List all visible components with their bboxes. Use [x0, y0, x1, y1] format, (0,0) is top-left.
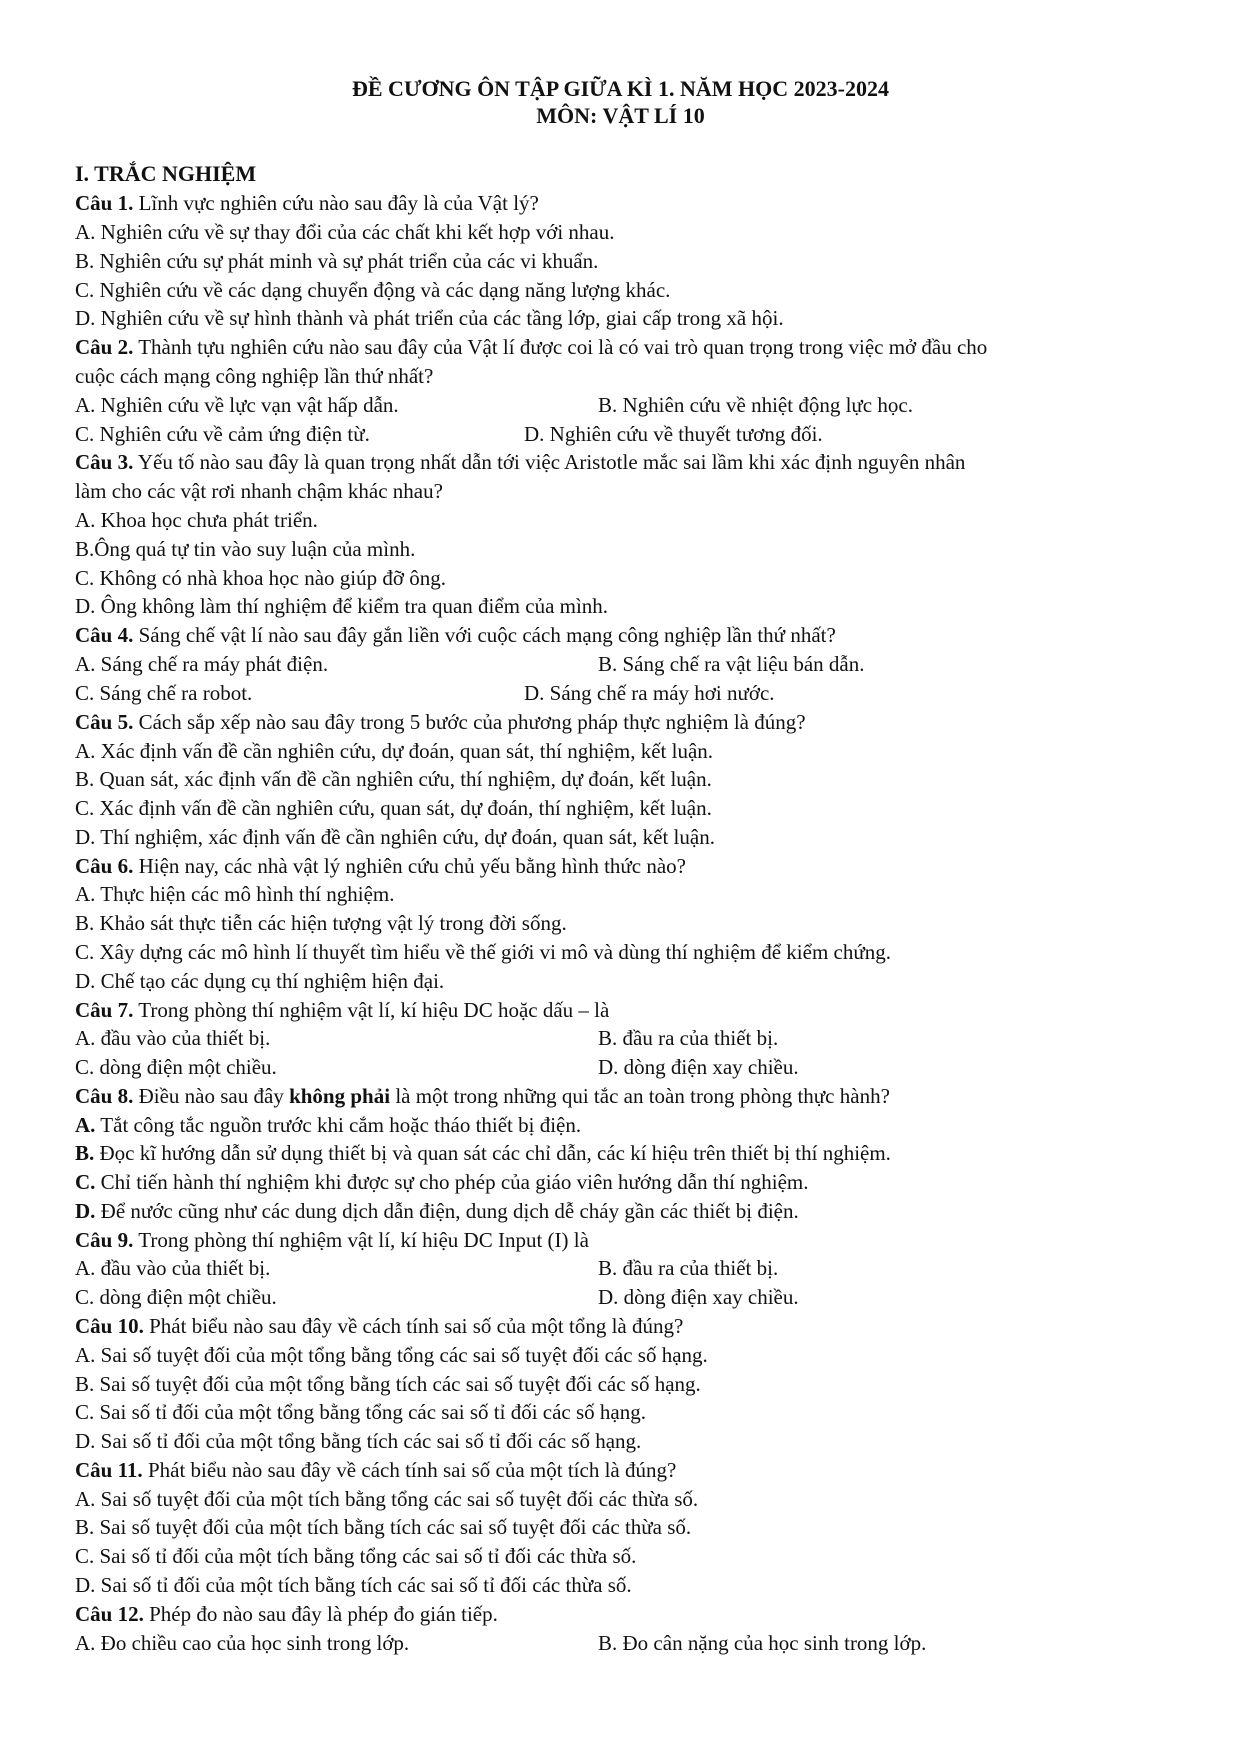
- question-text: Yếu tố nào sau đây là quan trọng nhất dẫn tới việc Aristotle mắc sai lầm khi xác định nguyên nhân: [133, 450, 966, 474]
- question-2-continued: cuộc cách mạng công nghiệp lần thứ nhất?: [75, 364, 434, 388]
- q6-option-b: B. Khảo sát thực tiễn các hiện tượng vật lý trong đời sống.: [75, 911, 567, 935]
- question-3: [75, 448, 1165, 476]
- question-6: [75, 852, 1165, 880]
- question-label: Câu 12.: [75, 1602, 144, 1626]
- q12-option-b: B. Đo cân nặng của học sinh trong lớp.: [598, 1631, 927, 1655]
- question-label: Câu 1.: [75, 191, 134, 215]
- q9-option-d: D. dòng điện xay chiều.: [598, 1285, 799, 1309]
- question-5: [75, 708, 1165, 736]
- question-text: Phát biểu nào sau đây về cách tính sai số của một tổng là đúng?: [143, 1314, 684, 1338]
- q1-option-d: D. Nghiên cứu về sự hình thành và phát triển của các tầng lớp, giai cấp trong xã hội.: [75, 306, 784, 330]
- q8-option-b: [75, 1139, 1165, 1167]
- q2-option-d: D. Nghiên cứu về thuyết tương đối.: [524, 422, 823, 446]
- q5-option-a: A. Xác định vấn đề cần nghiên cứu, dự đoán, quan sát, thí nghiệm, kết luận.: [75, 739, 714, 763]
- q5-option-d: D. Thí nghiệm, xác định vấn đề cần nghiên cứu, dự đoán, quan sát, kết luận.: [75, 825, 715, 849]
- q8-option-a: [75, 1111, 1165, 1139]
- q10-option-d: D. Sai số tỉ đối của một tổng bằng tích các sai số tỉ đối các số hạng.: [75, 1429, 642, 1453]
- question-text: Hiện nay, các nhà vật lý nghiên cứu chủ yếu bằng hình thức nào?: [133, 854, 686, 878]
- q7-option-a: A. đầu vào của thiết bị.: [75, 1026, 271, 1050]
- q4-option-d: D. Sáng chế ra máy hơi nước.: [524, 681, 775, 705]
- option-label: C.: [75, 1170, 96, 1194]
- q10-option-c: C. Sai số tỉ đối của một tổng bằng tổng các sai số tỉ đối các số hạng.: [75, 1400, 646, 1424]
- question-10: [75, 1312, 1165, 1340]
- section-heading: I. TRẮC NGHIỆM: [75, 161, 257, 186]
- q12-option-a: A. Đo chiều cao của học sinh trong lớp.: [75, 1631, 410, 1655]
- question-text: Phát biểu nào sau đây về cách tính sai số của một tích là đúng?: [142, 1458, 677, 1482]
- question-text: Trong phòng thí nghiệm vật lí, kí hiệu DC Input (I) là: [133, 1228, 589, 1252]
- option-text: Tắt công tắc nguồn trước khi cắm hoặc tháo thiết bị điện.: [95, 1113, 582, 1137]
- q3-option-b: B.Ông quá tự tin vào suy luận của mình.: [75, 537, 416, 561]
- q8-option-d: [75, 1197, 1165, 1225]
- q1-option-a: A. Nghiên cứu về sự thay đổi của các chất khi kết hợp với nhau.: [75, 220, 615, 244]
- question-label: Câu 10.: [75, 1314, 144, 1338]
- q2-option-a: A. Nghiên cứu về lực vạn vật hấp dẫn.: [75, 393, 399, 417]
- question-text: Lĩnh vực nghiên cứu nào sau đây là của Vật lý?: [133, 191, 539, 215]
- option-label: B.: [75, 1141, 95, 1165]
- option-label: D.: [75, 1199, 96, 1223]
- q5-option-b: B. Quan sát, xác định vấn đề cần nghiên cứu, thí nghiệm, dự đoán, kết luận.: [75, 767, 712, 791]
- q4-option-c: C. Sáng chế ra robot.: [75, 681, 253, 705]
- question-text-emphasis: không phải: [289, 1084, 391, 1108]
- question-label: Câu 7.: [75, 998, 134, 1022]
- q11-option-d: D. Sai số tỉ đối của một tích bằng tích các sai số tỉ đối các thừa số.: [75, 1573, 632, 1597]
- question-text: Trong phòng thí nghiệm vật lí, kí hiệu DC hoặc dấu – là: [133, 998, 610, 1022]
- option-label: A.: [75, 1113, 96, 1137]
- q7-option-b: B. đầu ra của thiết bị.: [598, 1026, 779, 1050]
- q3-option-a: A. Khoa học chưa phát triển.: [75, 508, 318, 532]
- question-7: [75, 996, 1165, 1024]
- question-text: Cách sắp xếp nào sau đây trong 5 bước của phương pháp thực nghiệm là đúng?: [133, 710, 806, 734]
- q1-option-c: C. Nghiên cứu về các dạng chuyển động và các dạng năng lượng khác.: [75, 278, 671, 302]
- q7-option-d: D. dòng điện xay chiều.: [598, 1055, 799, 1079]
- q11-option-c: C. Sai số tỉ đối của một tích bằng tổng các sai số tỉ đối các thừa số.: [75, 1544, 637, 1568]
- q9-option-c: C. dòng điện một chiều.: [75, 1285, 277, 1309]
- document-subject: MÔN: VẬT LÍ 10: [536, 103, 705, 128]
- q10-option-b: B. Sai số tuyệt đối của một tổng bằng tích các sai số tuyệt đối các số hạng.: [75, 1372, 701, 1396]
- question-text: Thành tựu nghiên cứu nào sau đây của Vật lí được coi là có vai trò quan trọng trong việc mở đầu cho: [133, 335, 988, 359]
- q9-option-b: B. đầu ra của thiết bị.: [598, 1256, 779, 1280]
- q11-option-b: B. Sai số tuyệt đối của một tích bằng tích các sai số tuyệt đối các thừa số.: [75, 1515, 692, 1539]
- question-label: Câu 11.: [75, 1458, 143, 1482]
- question-label: Câu 3.: [75, 450, 134, 474]
- q3-option-c: C. Không có nhà khoa học nào giúp đỡ ông.: [75, 566, 446, 590]
- question-label: Câu 9.: [75, 1228, 134, 1252]
- q5-option-c: C. Xác định vấn đề cần nghiên cứu, quan sát, dự đoán, thí nghiệm, kết luận.: [75, 796, 712, 820]
- question-12: [75, 1600, 1165, 1628]
- q7-option-c: C. dòng điện một chiều.: [75, 1055, 277, 1079]
- question-3-continued: làm cho các vật rơi nhanh chậm khác nhau?: [75, 479, 443, 503]
- question-1: [75, 189, 1165, 217]
- q9-option-a: A. đầu vào của thiết bị.: [75, 1256, 271, 1280]
- q1-option-b: B. Nghiên cứu sự phát minh và sự phát triển của các vi khuẩn.: [75, 249, 599, 273]
- question-11: [75, 1456, 1165, 1484]
- q8-option-c: [75, 1168, 1165, 1196]
- question-9: [75, 1226, 1165, 1254]
- question-label: Câu 5.: [75, 710, 134, 734]
- q11-option-a: A. Sai số tuyệt đối của một tích bằng tổng các sai số tuyệt đối các thừa số.: [75, 1487, 699, 1511]
- question-label: Câu 8.: [75, 1084, 134, 1108]
- q6-option-c: C. Xây dựng các mô hình lí thuyết tìm hiểu về thế giới vi mô và dùng thí nghiệm để kiểm chứng.: [75, 940, 891, 964]
- question-text: Điều nào sau đây: [133, 1084, 290, 1108]
- q3-option-d: D. Ông không làm thí nghiệm để kiểm tra quan điểm của mình.: [75, 594, 609, 618]
- question-label: Câu 6.: [75, 854, 134, 878]
- q2-option-c: C. Nghiên cứu về cảm ứng điện từ.: [75, 422, 370, 446]
- q10-option-a: A. Sai số tuyệt đối của một tổng bằng tổng các sai số tuyệt đối các số hạng.: [75, 1343, 708, 1367]
- question-text: Phép đo nào sau đây là phép đo gián tiếp.: [143, 1602, 498, 1626]
- question-2: [75, 333, 1165, 361]
- question-label: Câu 2.: [75, 335, 134, 359]
- option-text: Chỉ tiến hành thí nghiệm khi được sự cho phép của giáo viên hướng dẫn thí nghiệm.: [95, 1170, 809, 1194]
- q4-option-b: B. Sáng chế ra vật liệu bán dẫn.: [598, 652, 865, 676]
- question-text: là một trong những qui tắc an toàn trong phòng thực hành?: [390, 1084, 890, 1108]
- question-label: Câu 4.: [75, 623, 134, 647]
- option-text: Đọc kĩ hướng dẫn sử dụng thiết bị và quan sát các chỉ dẫn, các kí hiệu trên thiết bị thí nghiệm.: [94, 1141, 891, 1165]
- question-8: [75, 1082, 1165, 1110]
- document-title: ĐỀ CƯƠNG ÔN TẬP GIỮA KÌ 1. NĂM HỌC 2023-2024: [352, 76, 889, 101]
- q6-option-d: D. Chế tạo các dụng cụ thí nghiệm hiện đại.: [75, 969, 445, 993]
- question-4: [75, 621, 1165, 649]
- question-text: Sáng chế vật lí nào sau đây gắn liền với cuộc cách mạng công nghiệp lần thứ nhất?: [133, 623, 836, 647]
- q4-option-a: A. Sáng chế ra máy phát điện.: [75, 652, 329, 676]
- option-text: Để nước cũng như các dung dịch dẫn điện, dung dịch dễ cháy gần các thiết bị điện.: [95, 1199, 799, 1223]
- q6-option-a: A. Thực hiện các mô hình thí nghiệm.: [75, 882, 395, 906]
- q2-option-b: B. Nghiên cứu về nhiệt động lực học.: [598, 393, 913, 417]
